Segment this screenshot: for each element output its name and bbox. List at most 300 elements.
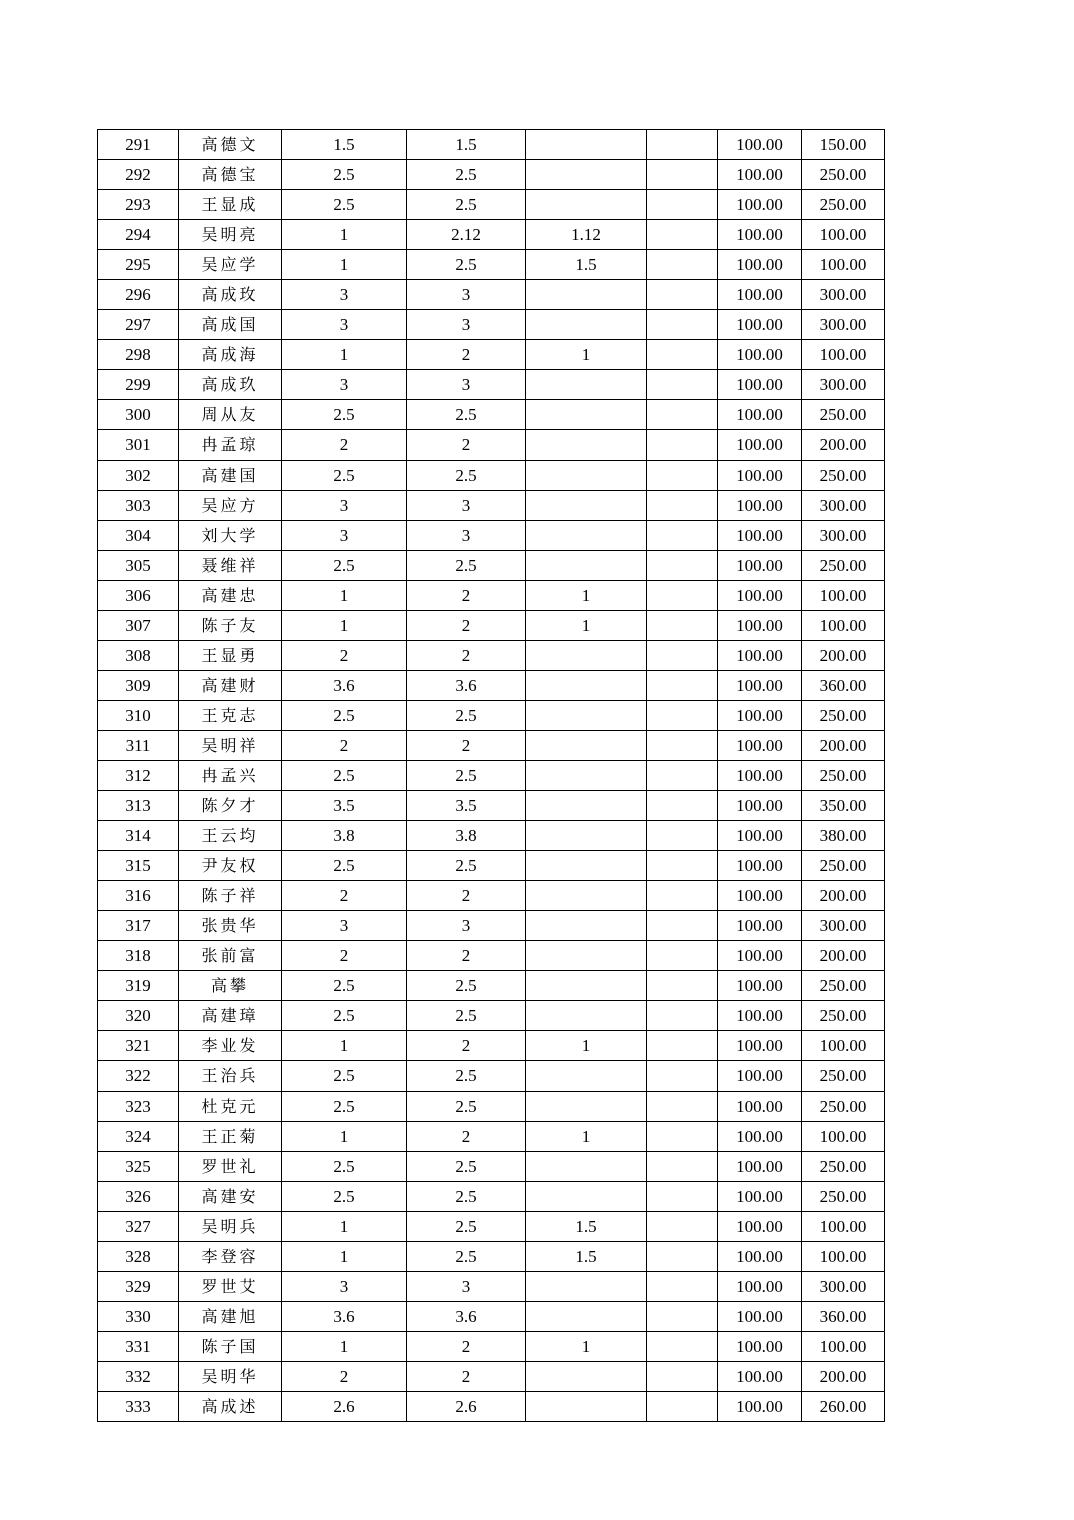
amount-cell: 300.00: [802, 911, 885, 941]
table-row: [98, 821, 885, 851]
price-cell: 100.00: [718, 941, 802, 971]
amount-cell: 250.00: [802, 1091, 885, 1121]
table-row: [98, 640, 885, 670]
value-cell-col4: 3.6: [407, 670, 526, 700]
value-cell-col3: 2: [282, 730, 407, 760]
value-cell-col4: 2: [407, 881, 526, 911]
name-cell: 高成国: [179, 310, 282, 340]
value-cell-col3: 2.5: [282, 1181, 407, 1211]
name-cell: 吴明亮: [179, 220, 282, 250]
price-cell: 100.00: [718, 791, 802, 821]
value-cell-col6: [647, 881, 718, 911]
price-cell: 100.00: [718, 881, 802, 911]
value-cell-col4: 2: [407, 941, 526, 971]
value-cell-col4: 2.5: [407, 1211, 526, 1241]
price-cell: 100.00: [718, 1361, 802, 1391]
value-cell-col5: [526, 640, 647, 670]
value-cell-col4: 2: [407, 340, 526, 370]
row-number-cell: 330: [98, 1301, 179, 1331]
value-cell-col4: 2: [407, 640, 526, 670]
amount-cell: 250.00: [802, 1181, 885, 1211]
price-cell: 100.00: [718, 1121, 802, 1151]
row-number-cell: 306: [98, 580, 179, 610]
price-cell: 100.00: [718, 1211, 802, 1241]
value-cell-col4: 2.5: [407, 1181, 526, 1211]
value-cell-col3: 2.5: [282, 760, 407, 790]
value-cell-col3: 1: [282, 1211, 407, 1241]
table-row: [98, 971, 885, 1001]
value-cell-col5: [526, 1061, 647, 1091]
value-cell-col5: [526, 430, 647, 460]
row-number-cell: 313: [98, 791, 179, 821]
name-cell: 吴应学: [179, 250, 282, 280]
value-cell-col6: [647, 851, 718, 881]
price-cell: 100.00: [718, 130, 802, 160]
value-cell-col5: [526, 670, 647, 700]
name-cell: 吴明兵: [179, 1211, 282, 1241]
amount-cell: 300.00: [802, 370, 885, 400]
value-cell-col4: 2.6: [407, 1391, 526, 1421]
value-cell-col6: [647, 310, 718, 340]
value-cell-col6: [647, 911, 718, 941]
value-cell-col5: [526, 1301, 647, 1331]
amount-cell: 250.00: [802, 160, 885, 190]
value-cell-col4: 3.5: [407, 791, 526, 821]
table-row: [98, 310, 885, 340]
table-row: [98, 700, 885, 730]
price-cell: 100.00: [718, 580, 802, 610]
table-row: [98, 490, 885, 520]
amount-cell: 250.00: [802, 1061, 885, 1091]
value-cell-col4: 2: [407, 610, 526, 640]
table-row: [98, 1211, 885, 1241]
table-row: [98, 791, 885, 821]
value-cell-col3: 1: [282, 1331, 407, 1361]
table-row: [98, 941, 885, 971]
amount-cell: 250.00: [802, 1151, 885, 1181]
value-cell-col6: [647, 250, 718, 280]
price-cell: 100.00: [718, 911, 802, 941]
value-cell-col4: 2: [407, 1031, 526, 1061]
table-row: [98, 760, 885, 790]
table-row: [98, 430, 885, 460]
row-number-cell: 322: [98, 1061, 179, 1091]
amount-cell: 100.00: [802, 340, 885, 370]
value-cell-col4: 1.5: [407, 130, 526, 160]
row-number-cell: 318: [98, 941, 179, 971]
amount-cell: 100.00: [802, 1121, 885, 1151]
value-cell-col6: [647, 1061, 718, 1091]
row-number-cell: 302: [98, 460, 179, 490]
value-cell-col3: 2.5: [282, 700, 407, 730]
value-cell-col3: 2.5: [282, 550, 407, 580]
value-cell-col3: 2.5: [282, 851, 407, 881]
name-cell: 张前富: [179, 941, 282, 971]
row-number-cell: 321: [98, 1031, 179, 1061]
name-cell: 吴应方: [179, 490, 282, 520]
value-cell-col3: 3: [282, 310, 407, 340]
row-number-cell: 307: [98, 610, 179, 640]
value-cell-col5: [526, 310, 647, 340]
value-cell-col5: [526, 881, 647, 911]
value-cell-col4: 2.5: [407, 550, 526, 580]
price-cell: 100.00: [718, 1181, 802, 1211]
table-row: [98, 580, 885, 610]
row-number-cell: 305: [98, 550, 179, 580]
name-cell: 王云均: [179, 821, 282, 851]
row-number-cell: 324: [98, 1121, 179, 1151]
name-cell: 吴明祥: [179, 730, 282, 760]
value-cell-col5: [526, 1001, 647, 1031]
value-cell-col6: [647, 1121, 718, 1151]
name-cell: 陈子祥: [179, 881, 282, 911]
name-cell: 高建璋: [179, 1001, 282, 1031]
value-cell-col4: 2.5: [407, 460, 526, 490]
amount-cell: 360.00: [802, 670, 885, 700]
name-cell: 高攀: [179, 971, 282, 1001]
row-number-cell: 316: [98, 881, 179, 911]
value-cell-col6: [647, 610, 718, 640]
name-cell: 王治兵: [179, 1061, 282, 1091]
value-cell-col5: [526, 160, 647, 190]
value-cell-col5: [526, 1391, 647, 1421]
table-row: [98, 1031, 885, 1061]
amount-cell: 200.00: [802, 730, 885, 760]
price-cell: 100.00: [718, 400, 802, 430]
value-cell-col4: 2.5: [407, 400, 526, 430]
value-cell-col4: 2.12: [407, 220, 526, 250]
value-cell-col3: 2.6: [282, 1391, 407, 1421]
table-row: [98, 520, 885, 550]
value-cell-col6: [647, 550, 718, 580]
price-cell: 100.00: [718, 971, 802, 1001]
value-cell-col5: [526, 550, 647, 580]
name-cell: 罗世艾: [179, 1271, 282, 1301]
value-cell-col6: [647, 1211, 718, 1241]
table-row: [98, 370, 885, 400]
value-cell-col3: 2.5: [282, 160, 407, 190]
row-number-cell: 325: [98, 1151, 179, 1181]
row-number-cell: 320: [98, 1001, 179, 1031]
name-cell: 高德宝: [179, 160, 282, 190]
price-cell: 100.00: [718, 760, 802, 790]
value-cell-col3: 2.5: [282, 971, 407, 1001]
price-cell: 100.00: [718, 310, 802, 340]
value-cell-col4: 2.5: [407, 700, 526, 730]
value-cell-col4: 3: [407, 520, 526, 550]
value-cell-col5: 1.12: [526, 220, 647, 250]
amount-cell: 300.00: [802, 1271, 885, 1301]
amount-cell: 200.00: [802, 1361, 885, 1391]
value-cell-col6: [647, 1271, 718, 1301]
table-row: [98, 1061, 885, 1091]
row-number-cell: 304: [98, 520, 179, 550]
value-cell-col3: 1: [282, 1121, 407, 1151]
row-number-cell: 295: [98, 250, 179, 280]
name-cell: 陈子友: [179, 610, 282, 640]
table-row: [98, 1391, 885, 1421]
table-row: [98, 250, 885, 280]
value-cell-col3: 3: [282, 370, 407, 400]
value-cell-col4: 2: [407, 1361, 526, 1391]
value-cell-col6: [647, 1151, 718, 1181]
amount-cell: 100.00: [802, 580, 885, 610]
name-cell: 杜克元: [179, 1091, 282, 1121]
value-cell-col4: 3: [407, 280, 526, 310]
table-row: [98, 1151, 885, 1181]
price-cell: 100.00: [718, 160, 802, 190]
value-cell-col4: 2.5: [407, 760, 526, 790]
amount-cell: 200.00: [802, 640, 885, 670]
value-cell-col4: 2.5: [407, 250, 526, 280]
row-number-cell: 293: [98, 190, 179, 220]
value-cell-col3: 1: [282, 250, 407, 280]
row-number-cell: 310: [98, 700, 179, 730]
row-number-cell: 309: [98, 670, 179, 700]
value-cell-col6: [647, 670, 718, 700]
value-cell-col4: 3.6: [407, 1301, 526, 1331]
amount-cell: 200.00: [802, 881, 885, 911]
table-row: [98, 190, 885, 220]
table-row: [98, 130, 885, 160]
value-cell-col6: [647, 941, 718, 971]
table-row: [98, 1241, 885, 1271]
value-cell-col4: 3: [407, 370, 526, 400]
amount-cell: 100.00: [802, 1211, 885, 1241]
amount-cell: 250.00: [802, 190, 885, 220]
value-cell-col4: 2: [407, 430, 526, 460]
row-number-cell: 333: [98, 1391, 179, 1421]
table-row: [98, 1121, 885, 1151]
name-cell: 李业发: [179, 1031, 282, 1061]
table-row: [98, 851, 885, 881]
value-cell-col6: [647, 520, 718, 550]
amount-cell: 100.00: [802, 1031, 885, 1061]
row-number-cell: 299: [98, 370, 179, 400]
row-number-cell: 326: [98, 1181, 179, 1211]
value-cell-col6: [647, 490, 718, 520]
name-cell: 周从友: [179, 400, 282, 430]
amount-cell: 250.00: [802, 550, 885, 580]
name-cell: 罗世礼: [179, 1151, 282, 1181]
value-cell-col3: 3: [282, 1271, 407, 1301]
row-number-cell: 317: [98, 911, 179, 941]
value-cell-col5: 1.5: [526, 1211, 647, 1241]
price-cell: 100.00: [718, 220, 802, 250]
value-cell-col6: [647, 400, 718, 430]
name-cell: 王显勇: [179, 640, 282, 670]
row-number-cell: 301: [98, 430, 179, 460]
value-cell-col4: 2.5: [407, 1151, 526, 1181]
value-cell-col5: [526, 971, 647, 1001]
value-cell-col3: 3.5: [282, 791, 407, 821]
price-cell: 100.00: [718, 280, 802, 310]
value-cell-col5: [526, 1091, 647, 1121]
value-cell-col5: [526, 520, 647, 550]
value-cell-col6: [647, 1091, 718, 1121]
name-cell: 吴明华: [179, 1361, 282, 1391]
amount-cell: 250.00: [802, 700, 885, 730]
name-cell: 高德文: [179, 130, 282, 160]
value-cell-col6: [647, 730, 718, 760]
price-cell: 100.00: [718, 190, 802, 220]
row-number-cell: 298: [98, 340, 179, 370]
name-cell: 高建财: [179, 670, 282, 700]
value-cell-col6: [647, 1001, 718, 1031]
row-number-cell: 327: [98, 1211, 179, 1241]
price-cell: 100.00: [718, 640, 802, 670]
row-number-cell: 292: [98, 160, 179, 190]
name-cell: 王克志: [179, 700, 282, 730]
amount-cell: 250.00: [802, 1001, 885, 1031]
price-cell: 100.00: [718, 851, 802, 881]
price-cell: 100.00: [718, 340, 802, 370]
table-row: [98, 1001, 885, 1031]
value-cell-col6: [647, 190, 718, 220]
value-cell-col6: [647, 1361, 718, 1391]
table-row: [98, 1091, 885, 1121]
value-cell-col3: 3.6: [282, 1301, 407, 1331]
price-cell: 100.00: [718, 670, 802, 700]
name-cell: 刘大学: [179, 520, 282, 550]
value-cell-col3: 2.5: [282, 400, 407, 430]
value-cell-col5: [526, 941, 647, 971]
name-cell: 王正菊: [179, 1121, 282, 1151]
name-cell: 张贵华: [179, 911, 282, 941]
value-cell-col6: [647, 220, 718, 250]
value-cell-col5: 1: [526, 610, 647, 640]
value-cell-col3: 3: [282, 490, 407, 520]
table-row: [98, 1181, 885, 1211]
price-cell: 100.00: [718, 520, 802, 550]
value-cell-col3: 3.8: [282, 821, 407, 851]
value-cell-col3: 2.5: [282, 1001, 407, 1031]
name-cell: 陈子国: [179, 1331, 282, 1361]
name-cell: 高成述: [179, 1391, 282, 1421]
name-cell: 高建忠: [179, 580, 282, 610]
value-cell-col5: [526, 700, 647, 730]
amount-cell: 100.00: [802, 610, 885, 640]
value-cell-col5: [526, 400, 647, 430]
row-number-cell: 296: [98, 280, 179, 310]
value-cell-col3: 1: [282, 340, 407, 370]
value-cell-col5: 1.5: [526, 250, 647, 280]
price-cell: 100.00: [718, 1061, 802, 1091]
table-row: [98, 340, 885, 370]
name-cell: 尹友权: [179, 851, 282, 881]
value-cell-col6: [647, 580, 718, 610]
name-cell: 高建旭: [179, 1301, 282, 1331]
name-cell: 聂维祥: [179, 550, 282, 580]
value-cell-col6: [647, 430, 718, 460]
amount-cell: 200.00: [802, 430, 885, 460]
value-cell-col5: 1: [526, 1031, 647, 1061]
value-cell-col3: 1: [282, 1031, 407, 1061]
amount-cell: 300.00: [802, 280, 885, 310]
row-number-cell: 291: [98, 130, 179, 160]
price-cell: 100.00: [718, 1301, 802, 1331]
table-row: [98, 460, 885, 490]
value-cell-col3: 2.5: [282, 1091, 407, 1121]
value-cell-col5: 1: [526, 580, 647, 610]
value-cell-col6: [647, 1331, 718, 1361]
value-cell-col4: 2: [407, 1331, 526, 1361]
value-cell-col3: 1: [282, 610, 407, 640]
value-cell-col3: 3: [282, 280, 407, 310]
row-number-cell: 303: [98, 490, 179, 520]
row-number-cell: 315: [98, 851, 179, 881]
value-cell-col3: 2: [282, 430, 407, 460]
row-number-cell: 300: [98, 400, 179, 430]
row-number-cell: 308: [98, 640, 179, 670]
name-cell: 高建国: [179, 460, 282, 490]
name-cell: 冉孟兴: [179, 760, 282, 790]
name-cell: 李登容: [179, 1241, 282, 1271]
value-cell-col6: [647, 130, 718, 160]
price-cell: 100.00: [718, 1151, 802, 1181]
value-cell-col5: [526, 370, 647, 400]
row-number-cell: 311: [98, 730, 179, 760]
table-row: [98, 1271, 885, 1301]
price-cell: 100.00: [718, 1241, 802, 1271]
value-cell-col6: [647, 340, 718, 370]
value-cell-col3: 2.5: [282, 1151, 407, 1181]
row-number-cell: 328: [98, 1241, 179, 1271]
table-row: [98, 1301, 885, 1331]
amount-cell: 250.00: [802, 760, 885, 790]
value-cell-col5: [526, 730, 647, 760]
price-cell: 100.00: [718, 700, 802, 730]
value-cell-col6: [647, 791, 718, 821]
value-cell-col4: 2.5: [407, 1001, 526, 1031]
table-row: [98, 1331, 885, 1361]
amount-cell: 260.00: [802, 1391, 885, 1421]
value-cell-col4: 3.8: [407, 821, 526, 851]
amount-cell: 100.00: [802, 250, 885, 280]
price-cell: 100.00: [718, 370, 802, 400]
value-cell-col5: [526, 1271, 647, 1301]
table-row: [98, 400, 885, 430]
table-body: [98, 130, 885, 1422]
value-cell-col3: 2: [282, 1361, 407, 1391]
value-cell-col5: [526, 851, 647, 881]
value-cell-col5: 1: [526, 1331, 647, 1361]
table-row: [98, 220, 885, 250]
value-cell-col3: 1.5: [282, 130, 407, 160]
price-cell: 100.00: [718, 1271, 802, 1301]
row-number-cell: 332: [98, 1361, 179, 1391]
value-cell-col5: [526, 490, 647, 520]
value-cell-col3: 2.5: [282, 1061, 407, 1091]
amount-cell: 100.00: [802, 1331, 885, 1361]
price-cell: 100.00: [718, 610, 802, 640]
amount-cell: 250.00: [802, 971, 885, 1001]
value-cell-col4: 2: [407, 1121, 526, 1151]
value-cell-col3: 2: [282, 640, 407, 670]
value-cell-col5: [526, 1181, 647, 1211]
value-cell-col4: 2.5: [407, 971, 526, 1001]
row-number-cell: 294: [98, 220, 179, 250]
name-cell: 高成海: [179, 340, 282, 370]
value-cell-col4: 3: [407, 1271, 526, 1301]
value-cell-col5: [526, 821, 647, 851]
value-cell-col6: [647, 370, 718, 400]
amount-cell: 360.00: [802, 1301, 885, 1331]
value-cell-col4: 2.5: [407, 1091, 526, 1121]
value-cell-col3: 1: [282, 220, 407, 250]
value-cell-col3: 3: [282, 520, 407, 550]
row-number-cell: 331: [98, 1331, 179, 1361]
